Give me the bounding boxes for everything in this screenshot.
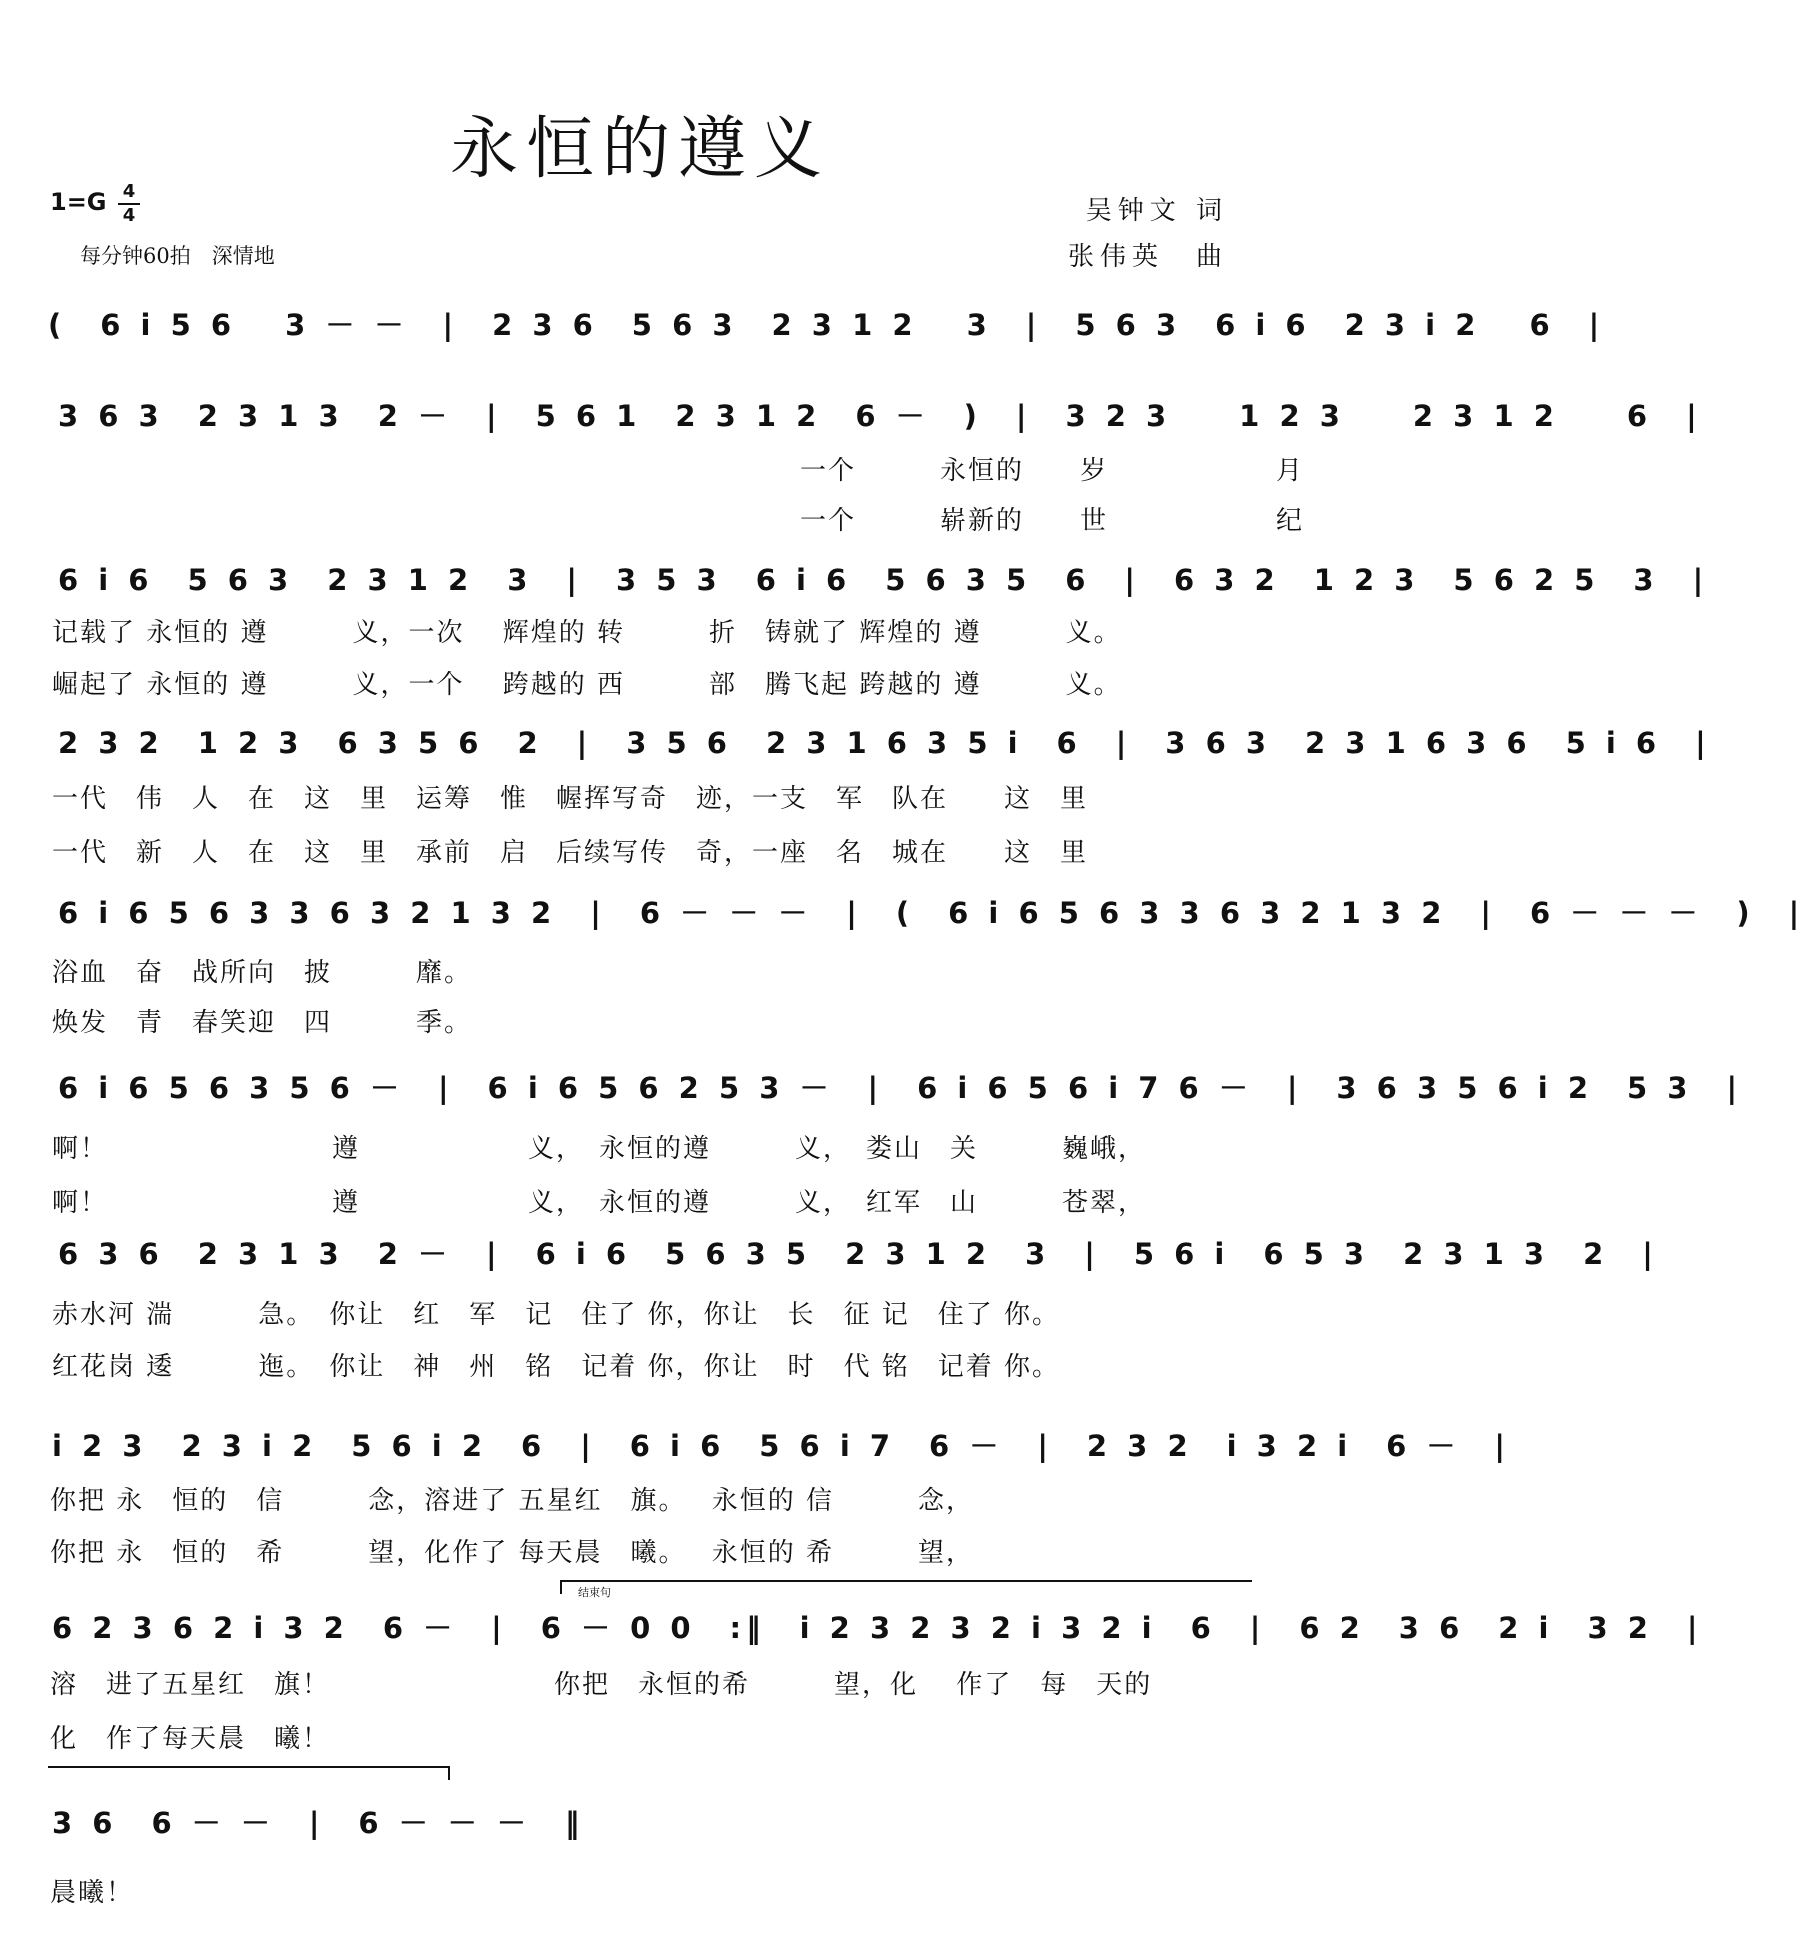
lyric-line: 一个 崭新的 世 纪 [800,506,1305,536]
notation-line: 3 6 6 － － | 6 － － － ‖ [52,1806,585,1840]
notation-line: 3 6 3 2 3 1 3 2 － | 5 6 1 2 3 1 2 6 － ) | 3 2 3 1 2 3 2 3 1 2 6 | [58,399,1702,433]
lyricist-credit: 吴钟文 词 [1085,196,1228,226]
composer-credit: 张伟英 曲 [1067,242,1228,272]
notation-line: i 2 3 2 3 i 2 5 6 i 2 6 | 6 i 6 5 6 i 7 6 － | 2 3 2 i 3 2 i 6 － | [52,1429,1511,1463]
coda-bracket [560,1580,1252,1594]
notation-line: 2 3 2 1 2 3 6 3 5 6 2 | 3 5 6 2 3 1 6 3 5 i 6 | 3 6 3 2 3 1 6 3 6 5 i 6 | [58,726,1711,760]
meter-top: 4 [122,181,136,202]
key-signature: 1=G [50,188,107,216]
lyric-line: 一代 新 人 在 这 里 承前 启 后续写传 奇，一座 名 城在 这 里 [52,838,1089,868]
coda-label: 结束句 [578,1586,611,1599]
lyric-line: 浴血 奋 战所向 披 靡。 [52,958,473,988]
tempo-marking: 每分钟60拍 深情地 [80,244,275,268]
notation-line: ( 6 i 5 6 3 － － | 2 3 6 5 6 3 2 3 1 2 3 | 5 6 3 6 i 6 2 3 i 2 6 | [48,308,1605,342]
lyric-line: 你把 永 恒的 信 念，溶进了 五星红 旗。 永恒的 信 念， [50,1486,975,1516]
lyric-line: 啊！ 遵 义， 永恒的遵 义， 娄山 关 巍峨， [52,1134,1147,1164]
song-title: 永恒的遵义 [449,110,830,189]
lyric-line: 焕发 青 春笑迎 四 季。 [52,1008,473,1038]
lyric-line: 赤水河 湍 急。 你让 红 军 记 住了 你，你让 长 征 记 住了 你。 [52,1300,1061,1330]
lyric-line: 啊！ 遵 义， 永恒的遵 义， 红军 山 苍翠， [52,1188,1147,1218]
notation-line: 6 3 6 2 3 1 3 2 － | 6 i 6 5 6 3 5 2 3 1 2 3 | 5 6 i 6 5 3 2 3 1 3 2 | [58,1237,1658,1271]
lyric-line: 崛起了 永恒的 遵 义，一个 跨越的 西 部 腾飞起 跨越的 遵 义。 [52,670,1122,700]
lyric-line: 你把 永 恒的 希 望，化作了 每天晨 曦。 永恒的 希 望， [50,1538,975,1568]
notation-line: 6 2 3 6 2 i 3 2 6 － | 6 － 0 0 :‖ i 2 3 2 3 2 i 3 2 i 6 | 6 2 3 6 2 i 3 2 | [52,1611,1703,1645]
lyric-line: 溶 进了五星红 旗！ 你把 永恒的希 望，化 作了 每 天的 [50,1670,1153,1700]
lyric-line: 记载了 永恒的 遵 义，一次 辉煌的 转 折 铸就了 辉煌的 遵 义。 [52,618,1122,648]
lyric-line: 化 作了每天晨 曦！ [50,1724,331,1754]
notation-line: 6 i 6 5 6 3 3 6 3 2 1 3 2 | 6 － － － | ( 6 i 6 5 6 3 3 6 3 2 1 3 2 | 6 － － － ) | [58,896,1804,930]
time-signature [118,182,140,226]
ending-bracket [48,1766,450,1780]
lyric-line: 一代 伟 人 在 这 里 运筹 惟 幄挥写奇 迹，一支 军 队在 这 里 [52,784,1089,814]
lyric-line: 一个 永恒的 岁 月 [800,456,1305,486]
meter-bottom: 4 [122,205,136,226]
lyric-line: 晨曦！ [50,1878,135,1908]
lyric-line: 红花岗 逶 迤。 你让 神 州 铭 记着 你，你让 时 代 铭 记着 你。 [52,1352,1061,1382]
notation-line: 6 i 6 5 6 3 5 6 － | 6 i 6 5 6 2 5 3 － | 6 i 6 5 6 i 7 6 － | 3 6 3 5 6 i 2 5 3 | [58,1071,1743,1105]
notation-line: 6 i 6 5 6 3 2 3 1 2 3 | 3 5 3 6 i 6 5 6 3 5 6 | 6 3 2 1 2 3 5 6 2 5 3 | [58,563,1709,597]
